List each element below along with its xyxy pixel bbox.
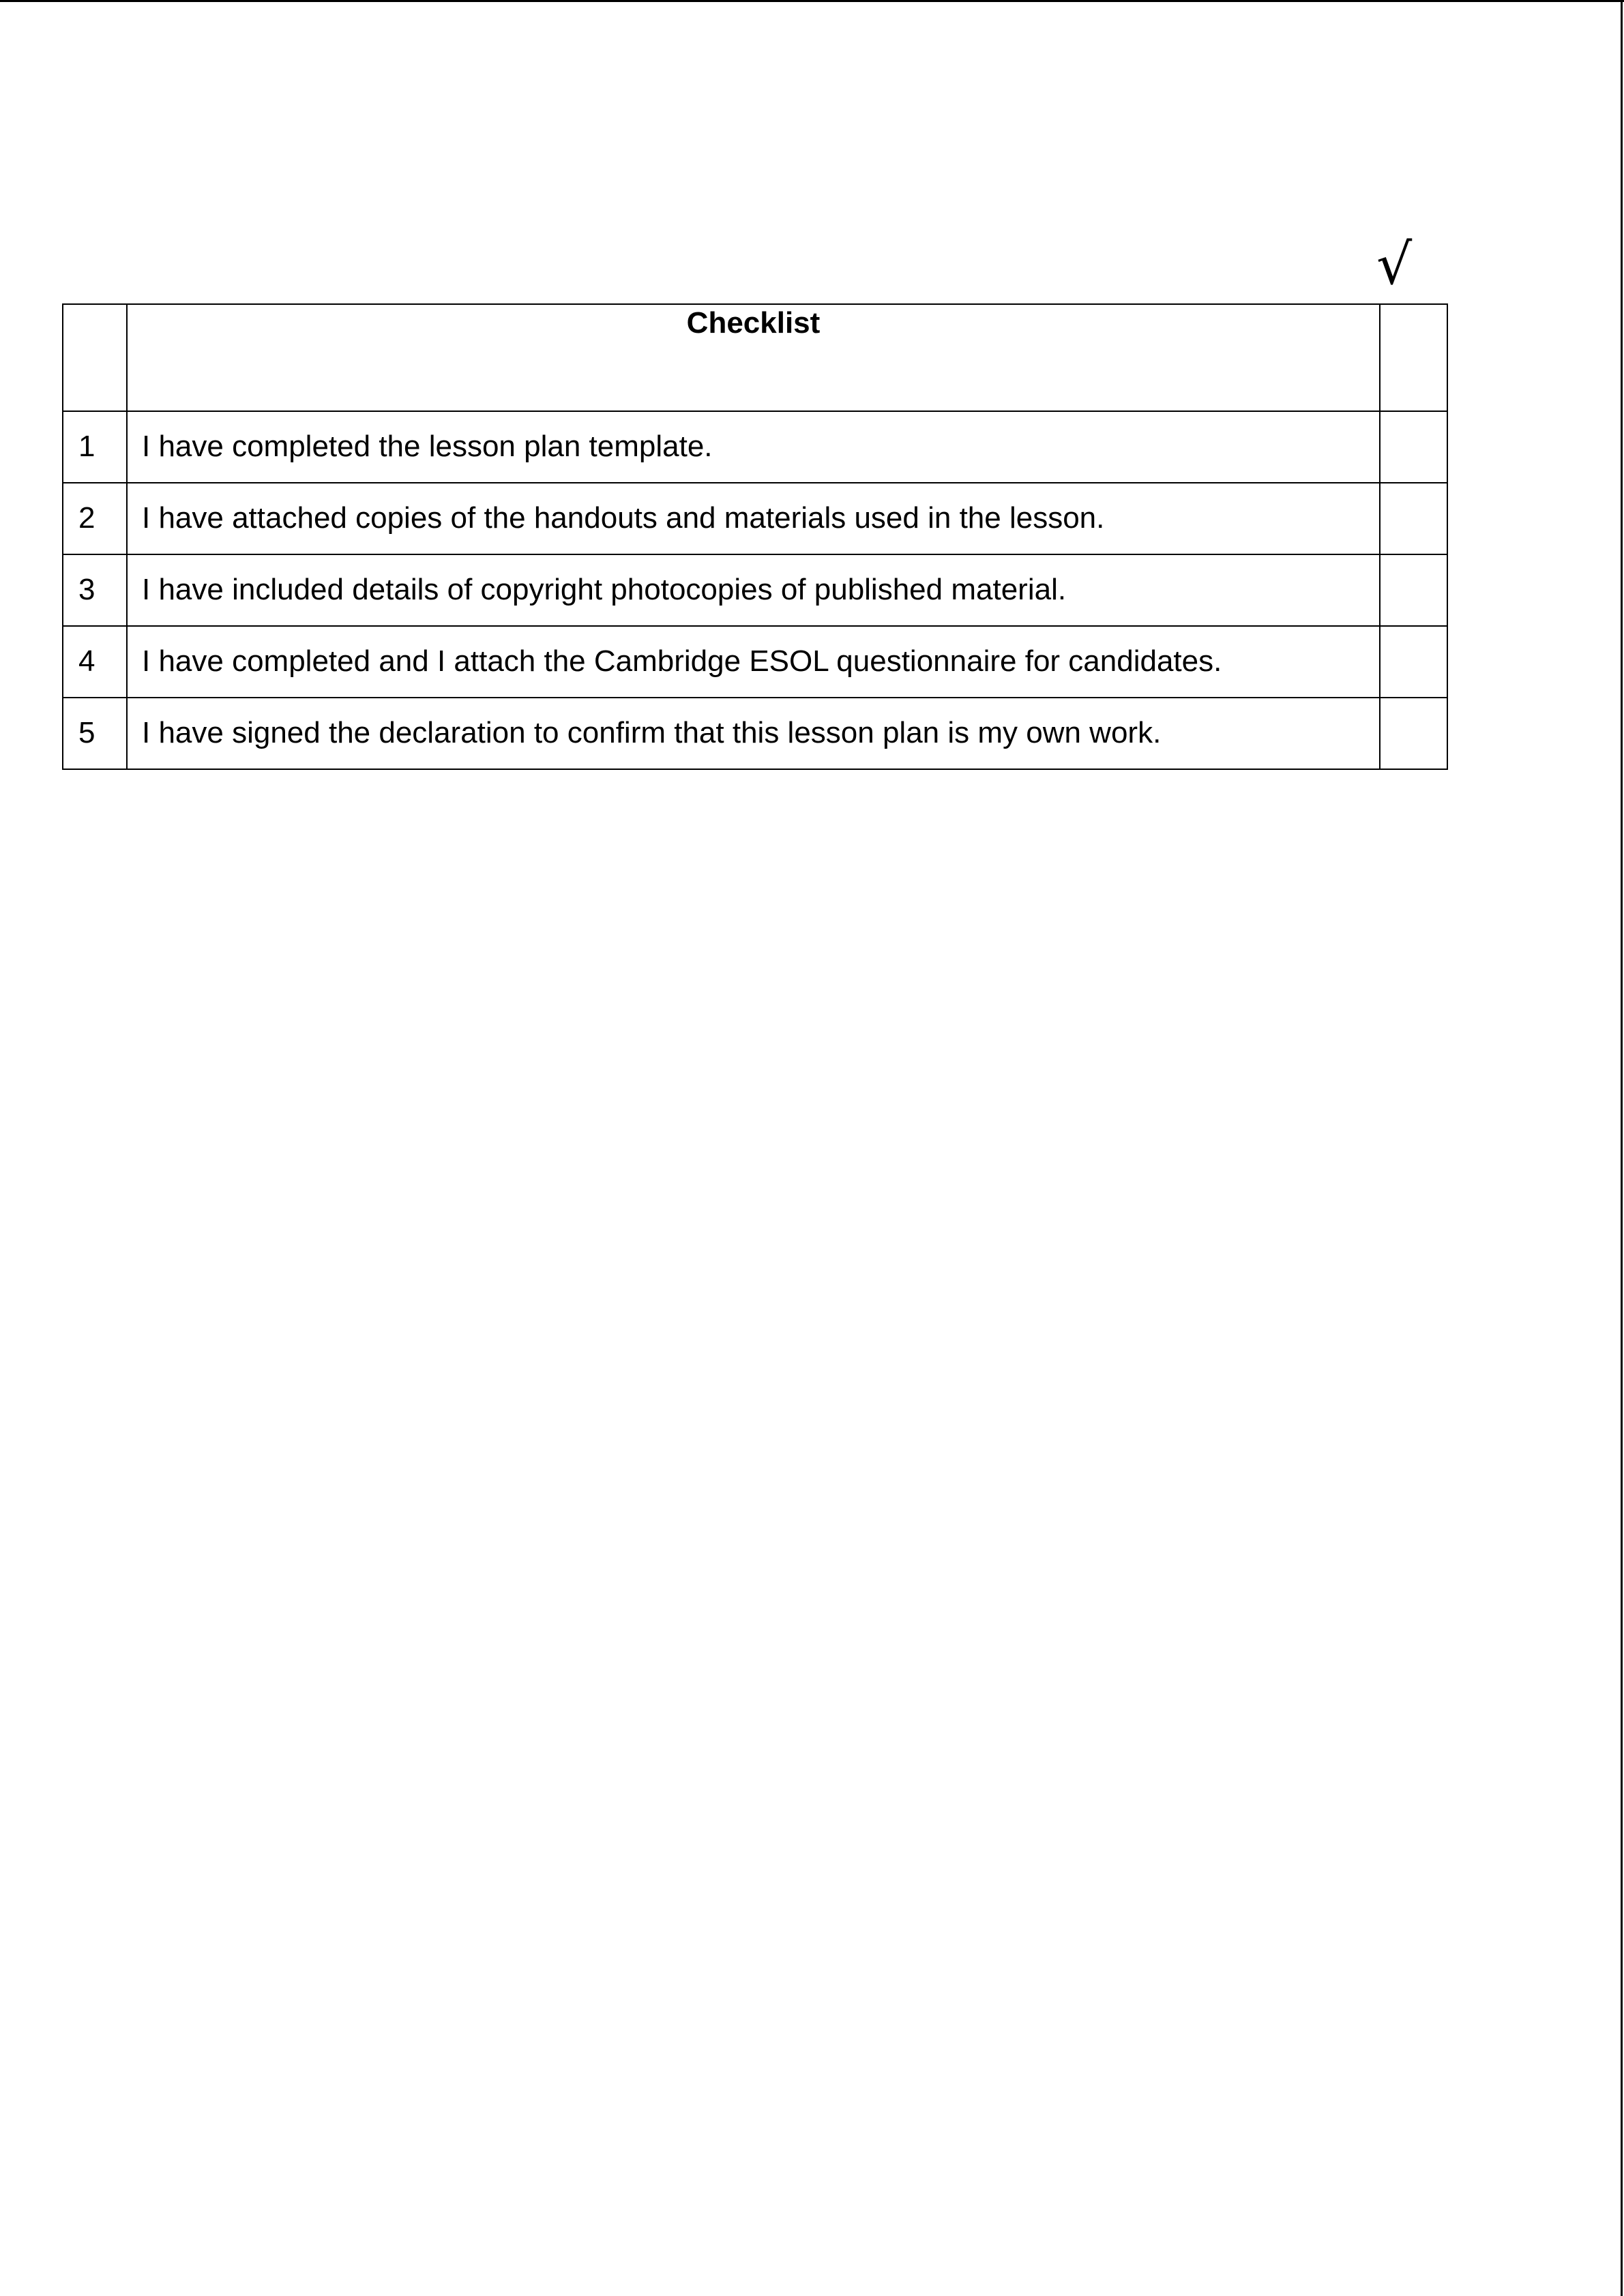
page-top-border: [0, 0, 1624, 2]
item-check-box[interactable]: [1380, 554, 1447, 626]
checkmark-icon: √: [1376, 233, 1413, 297]
header-number-cell: [63, 304, 127, 411]
item-number: 3: [63, 554, 127, 626]
checklist-title: Checklist: [127, 304, 1380, 411]
item-check-box[interactable]: [1380, 626, 1447, 698]
checklist-row: [63, 554, 1447, 626]
page-right-border: [1621, 0, 1623, 2296]
item-text: I have attached copies of the handouts and materials used in the lesson.: [127, 483, 1380, 554]
item-text: I have signed the declaration to confirm that this lesson plan is my own work.: [127, 698, 1380, 769]
item-check-box[interactable]: [1380, 698, 1447, 769]
checklist-row: [63, 483, 1447, 554]
item-text: I have included details of copyright photocopies of published material.: [127, 554, 1380, 626]
item-text: I have completed and I attach the Cambridge ESOL questionnaire for candidates.: [127, 626, 1380, 698]
item-number: 1: [63, 411, 127, 483]
item-number: 2: [63, 483, 127, 554]
item-text: I have completed the lesson plan template.: [127, 411, 1380, 483]
header-check-cell: [1380, 304, 1447, 411]
checklist-header-row: [63, 304, 1447, 411]
item-number: 4: [63, 626, 127, 698]
checklist-row: [63, 626, 1447, 698]
item-check-box[interactable]: [1380, 411, 1447, 483]
checklist-row: [63, 698, 1447, 769]
checklist-row: [63, 411, 1447, 483]
checklist-table: [62, 303, 1448, 770]
item-number: 5: [63, 698, 127, 769]
item-check-box[interactable]: [1380, 483, 1447, 554]
